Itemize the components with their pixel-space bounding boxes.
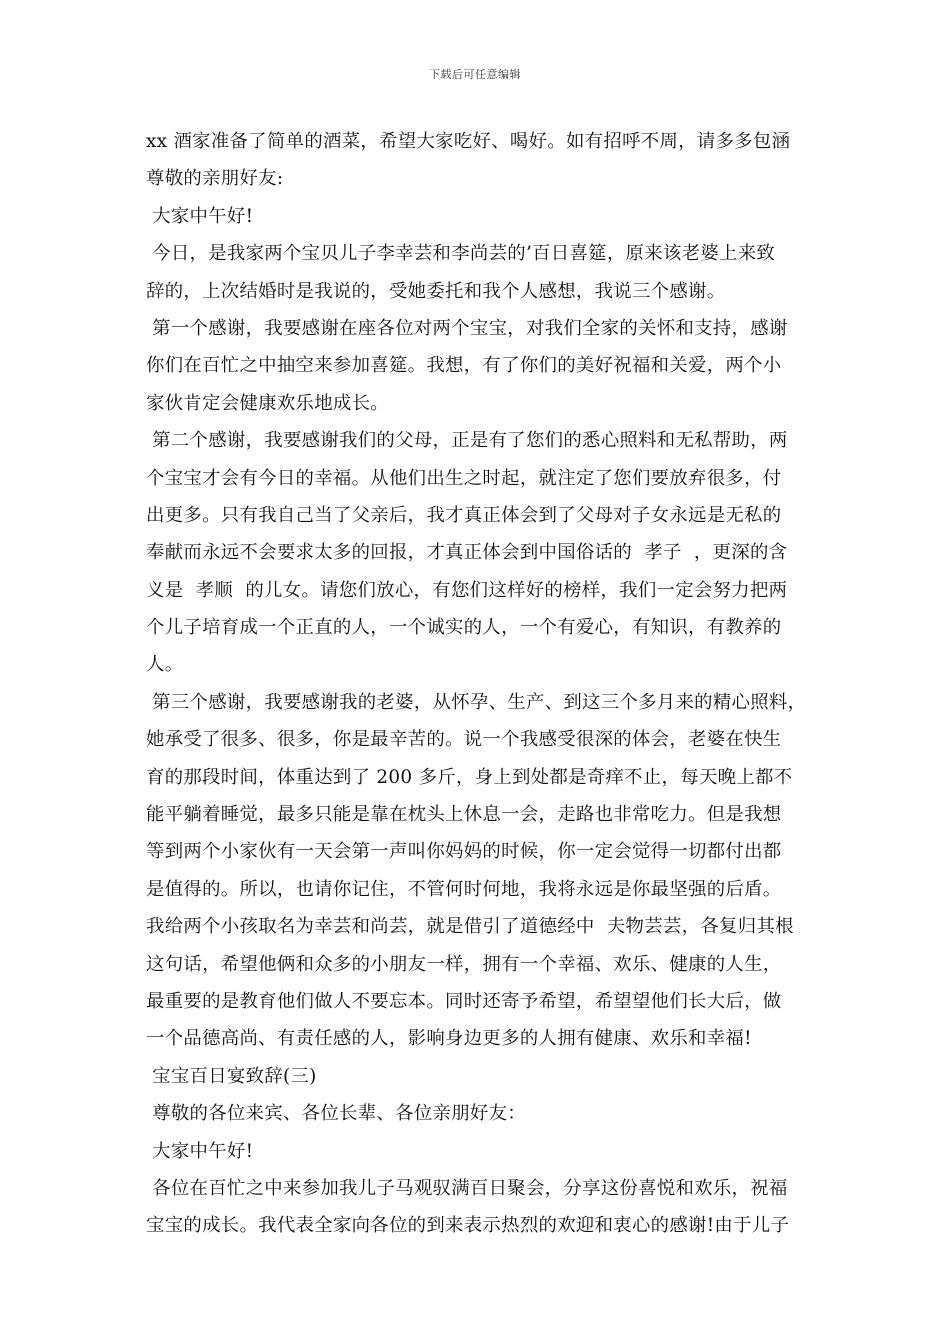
text-line: 大家中午好! bbox=[146, 205, 254, 227]
text-line: 她承受了很多、很多，你是最辛苦的。说一个我感受很深的体会，老婆在快生 bbox=[146, 729, 782, 751]
text-line: 个宝宝才会有今日的幸福。从他们出生之时起，就注定了您们要放弃很多，付 bbox=[146, 467, 782, 489]
text-line: 能平躺着睡觉，最多只能是靠在枕头上休息一会，走路也非常吃力。但是我想 bbox=[146, 804, 782, 826]
text-line: 奉献而永远不会要求太多的回报，才真正体会到中国俗话的 孝子 ，更深的含 bbox=[146, 542, 788, 564]
text-line: 各位在百忙之中来参加我儿子马观驭满百日聚会，分享这份喜悦和欢乐，祝福 bbox=[146, 1177, 788, 1199]
text-line: 义是 孝顺 的儿女。请您们放心，有您们这样好的榜样，我们一定会努力把两 bbox=[146, 579, 788, 601]
text-line: 等到两个小家伙有一天会第一声叫你妈妈的时候，你一定会觉得一切都付出都 bbox=[146, 841, 782, 863]
text-line: 是值得的。所以，也请你记住，不管何时何地，我将永远是你最坚强的后盾。 bbox=[146, 878, 782, 900]
text-line: 第二个感谢，我要感谢我们的父母，正是有了您们的悉心照料和无私帮助，两 bbox=[146, 430, 788, 452]
text-line: 一个品德高尚、有责任感的人，影响身边更多的人拥有健康、欢乐和幸福! bbox=[146, 1028, 752, 1050]
text-line: 这句话，希望他俩和众多的小朋友一样，拥有一个幸福、欢乐、健康的人生， bbox=[146, 953, 782, 975]
text-line: 第一个感谢，我要感谢在座各位对两个宝宝，对我们全家的关怀和支持，感谢 bbox=[146, 317, 788, 339]
text-line: 第三个感谢，我要感谢我的老婆，从怀孕、生产、到这三个多月来的精心照料， bbox=[146, 691, 807, 713]
text-line: 宝宝的成长。我代表全家向各位的到来表示热烈的欢迎和衷心的感谢!由于儿子 bbox=[146, 1215, 790, 1237]
text-line: 育的那段时间，体重达到了 200 多斤，身上到处都是奇痒不止，每天晚上都不 bbox=[146, 766, 793, 788]
text-line: 你们在百忙之中抽空来参加喜筵。我想，有了你们的美好祝福和关爱，两个小 bbox=[146, 355, 782, 377]
text-line: 人。 bbox=[146, 654, 184, 676]
text-line: 我给两个小孩取名为幸芸和尚芸，就是借引了道德经中 夫物芸芸，各复归其根 bbox=[146, 916, 794, 938]
text-line: 大家中午好! bbox=[146, 1140, 254, 1162]
text-line: 尊敬的亲朋好友: bbox=[146, 168, 284, 190]
text-line: 家伙肯定会健康欢乐地成长。 bbox=[146, 392, 389, 414]
document-body bbox=[146, 123, 818, 1245]
text-line: 辞的，上次结婚时是我说的，受她委托和我个人感想，我说三个感谢。 bbox=[146, 280, 726, 302]
text-line: 最重要的是教育他们做人不要忘本。同时还寄予希望，希望望他们长大后，做 bbox=[146, 990, 782, 1012]
text-line: 出更多。只有我自己当了父亲后，我才真正体会到了父母对子女永远是无私的 bbox=[146, 504, 782, 526]
page-header-note: 下载后可任意编辑 bbox=[429, 68, 521, 81]
text-line: 个儿子培育成一个正直的人，一个诚实的人，一个有爱心，有知识，有教养的 bbox=[146, 617, 782, 639]
section-heading: 宝宝百日宴致辞(三) bbox=[146, 1065, 317, 1087]
text-line: 今日，是我家两个宝贝儿子李幸芸和李尚芸的’百日喜筵，原来该老婆上来致 bbox=[146, 243, 776, 265]
text-line: 尊敬的各位来宾、各位长辈、各位亲朋好友： bbox=[146, 1103, 526, 1125]
text-line: xx 酒家准备了简单的酒菜，希望大家吃好、喝好。如有招呼不周，请多多包涵 bbox=[146, 131, 791, 152]
